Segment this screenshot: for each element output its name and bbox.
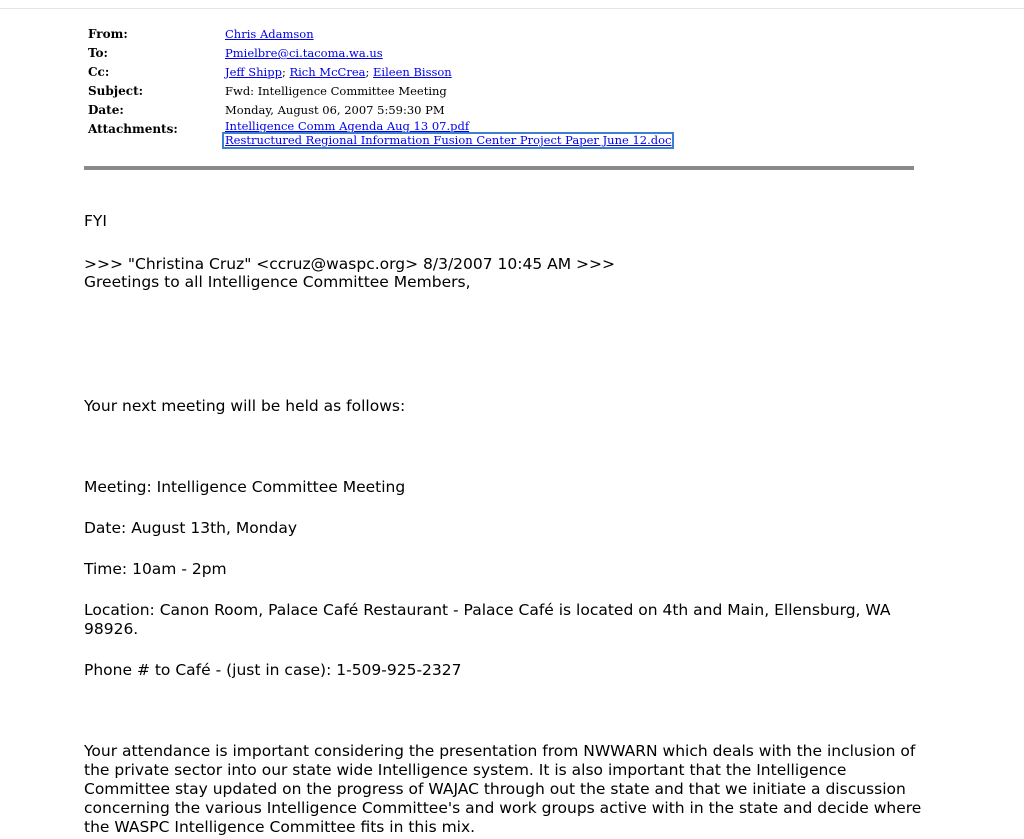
attendance-paragraph: Your attendance is important considering the presentation from NWWARN which deals with the inclusion of the private sector into our state wide Intelligence system. It is also important that the Intelligence Committee stay updated on the progress of WAJAC through out the state and that we initiate a discussion concerning the various Intelligence Committee's and work groups active with in the state and decide where the WASPC Intelligence Committee fits in this mix. — [84, 742, 922, 836]
fyi-text: FYI — [84, 212, 107, 230]
date-label: Date: — [88, 103, 124, 117]
meeting-line: Meeting: Intelligence Committee Meeting — [84, 478, 406, 496]
attachment-pdf-link[interactable]: Intelligence Comm Agenda Aug 13 07.pdf — [225, 119, 470, 133]
attachments-label: Attachments: — [88, 122, 178, 136]
forward-line: >>> "Christina Cruz" <ccruz@waspc.org> 8/3/2007 10:45 AM >>> — [84, 255, 616, 273]
location-line: Location: Canon Room, Palace Café Restaurant - Palace Café is located on 4th and Main, Ellensburg, WA 98926. — [84, 601, 891, 638]
time-line: Time: 10am - 2pm — [84, 560, 227, 578]
from-label: From: — [88, 27, 128, 41]
from-link[interactable]: Chris Adamson — [225, 27, 314, 41]
attachments-list — [225, 121, 674, 149]
subject-label: Subject: — [88, 84, 144, 98]
subject-value: Fwd: Intelligence Committee Meeting — [225, 84, 447, 98]
cc-link-rich-mccrea[interactable]: Rich McCrea — [289, 65, 366, 79]
greeting: Greetings to all Intelligence Committee Members, — [84, 273, 471, 291]
header-divider — [84, 166, 914, 170]
cc-separator: ; — [281, 65, 290, 79]
next-meeting-text: Your next meeting will be held as follows: — [84, 397, 406, 415]
top-rule — [0, 8, 1024, 9]
cc-label: Cc: — [88, 65, 110, 79]
cc-link-jeff-shipp[interactable]: Jeff Shipp — [225, 65, 282, 79]
cc-link-eileen-bisson[interactable]: Eileen Bisson — [373, 65, 452, 79]
to-label: To: — [88, 46, 108, 60]
cc-separator: ; — [365, 65, 374, 79]
to-link[interactable]: Pmielbre@ci.tacoma.wa.us — [225, 46, 383, 60]
attachment-doc-link[interactable]: Restructured Regional Information Fusion Center Project Paper June 12.doc — [222, 132, 674, 149]
date-value: Monday, August 06, 2007 5:59:30 PM — [225, 103, 445, 117]
phone-line: Phone # to Café - (just in case): 1-509-925-2327 — [84, 661, 462, 679]
date-line: Date: August 13th, Monday — [84, 519, 298, 537]
